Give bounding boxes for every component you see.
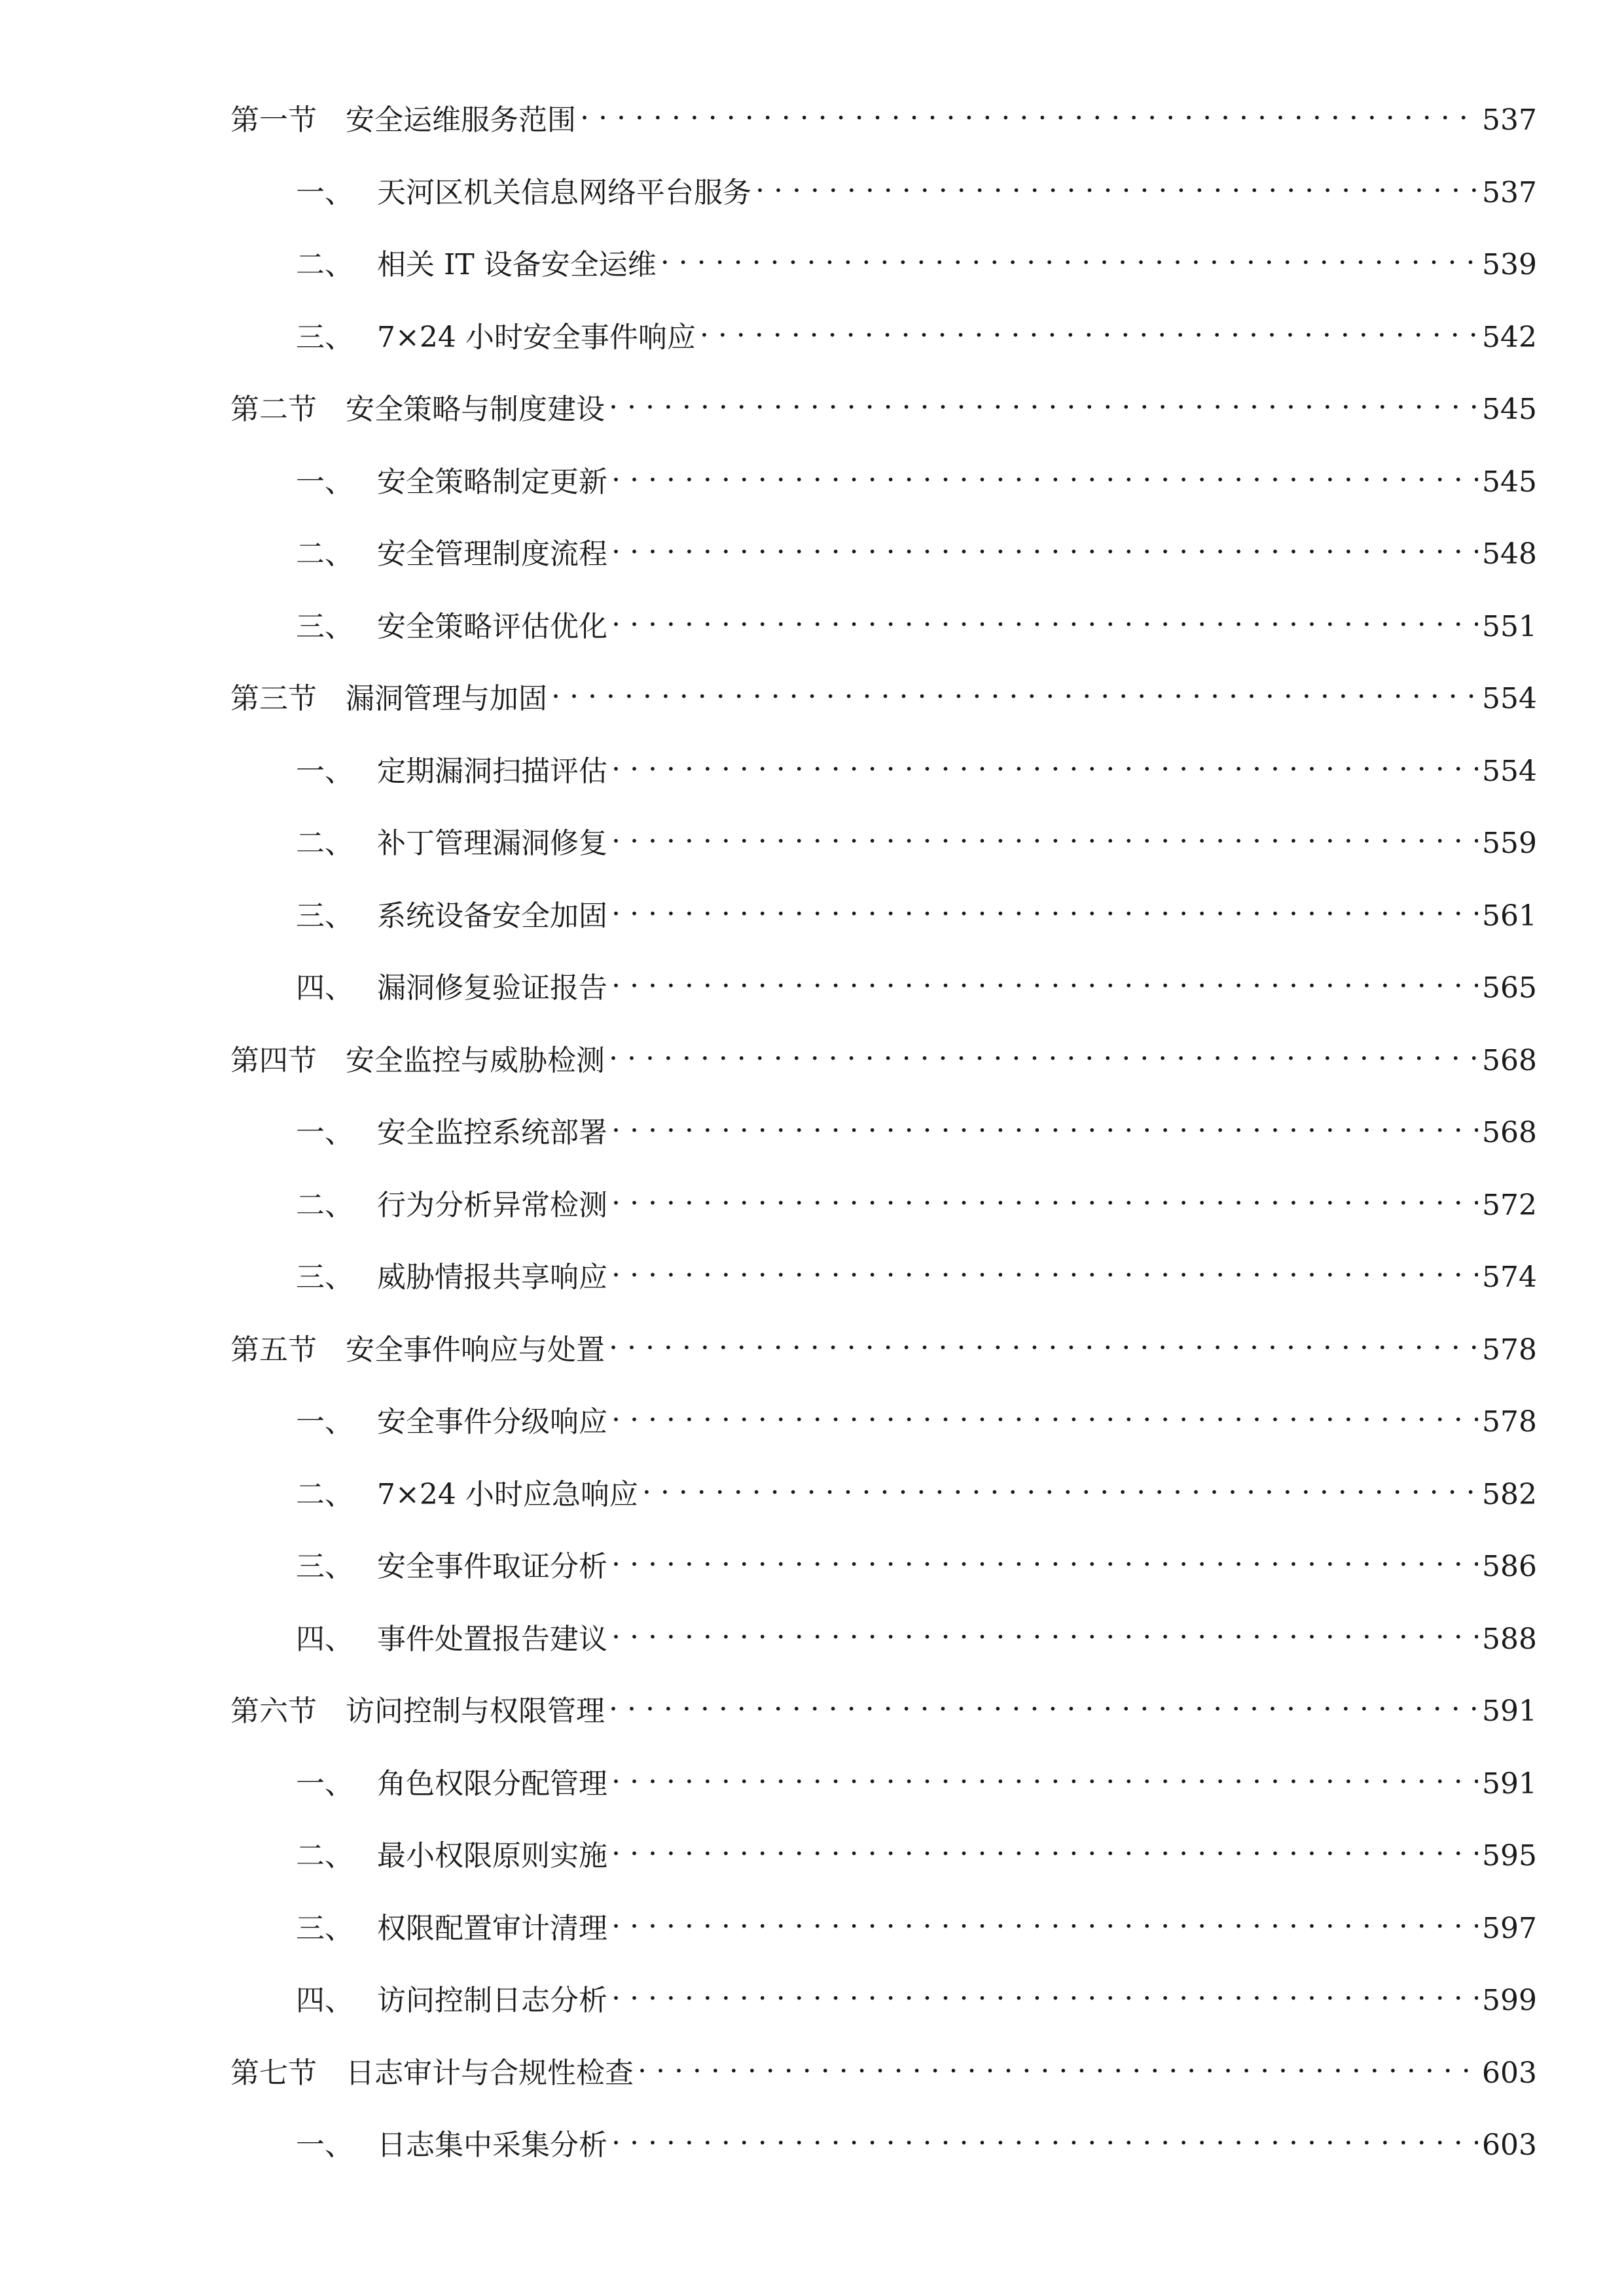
toc-entry-title: 定期漏洞扫描评估 [377, 754, 607, 788]
toc-entry-title: 安全事件取证分析 [377, 1550, 607, 1583]
toc-section-entry[interactable] [230, 2043, 1537, 2116]
toc-entry-title: 漏洞管理与加固 [346, 682, 547, 715]
toc-entry-number: 二、 [296, 1188, 353, 1222]
toc-subsection-entry[interactable] [230, 235, 1537, 308]
toc-page-number: 578 [1482, 1405, 1537, 1439]
toc-entry-title: 7×24 小时安全事件响应 [377, 320, 696, 354]
toc-entry-number: 四、 [296, 1622, 353, 1656]
toc-dot-leader [611, 1899, 1478, 1938]
toc-page-number: 603 [1482, 2128, 1537, 2162]
toc-entry-title: 漏洞修复验证报告 [377, 971, 607, 1005]
toc-dot-leader [642, 1465, 1478, 1504]
toc-dot-leader [611, 524, 1478, 564]
toc-dot-leader [580, 90, 1478, 130]
toc-page-number: 603 [1482, 2056, 1537, 2090]
toc-dot-leader [609, 1320, 1478, 1359]
toc-entry-number: 三、 [296, 1911, 353, 1945]
toc-entry-title: 安全运维服务范围 [346, 103, 576, 137]
toc-entry-number: 一、 [296, 175, 353, 209]
table-of-contents [230, 90, 1537, 2188]
toc-page-number: 574 [1482, 1261, 1537, 1294]
toc-dot-leader [755, 163, 1478, 202]
toc-dot-leader [611, 1609, 1478, 1649]
toc-entry-number: 一、 [296, 754, 353, 788]
toc-dot-leader [638, 2043, 1478, 2083]
toc-entry-number: 一、 [296, 1116, 353, 1149]
toc-entry-title: 相关 IT 设备安全运维 [377, 248, 657, 281]
toc-entry-title: 系统设备安全加固 [377, 899, 607, 933]
toc-entry-title: 访问控制与权限管理 [346, 1695, 605, 1728]
toc-entry-title: 事件处置报告建议 [377, 1622, 607, 1656]
toc-dot-leader [611, 1971, 1478, 2010]
toc-page-number: 572 [1482, 1188, 1537, 1222]
toc-entry-number: 三、 [296, 1550, 353, 1583]
toc-page-number: 595 [1482, 1839, 1537, 1873]
toc-entry-number: 第一节 [230, 103, 317, 137]
toc-subsection-entry[interactable] [230, 1537, 1537, 1609]
toc-page-number: 599 [1482, 1984, 1537, 2017]
toc-entry-title: 安全策略评估优化 [377, 609, 607, 643]
toc-entry-title: 安全策略与制度建设 [346, 393, 605, 426]
toc-entry-title: 威胁情报共享响应 [377, 1261, 607, 1294]
toc-page-number: 578 [1482, 1333, 1537, 1367]
toc-subsection-entry[interactable] [230, 1175, 1537, 1248]
toc-section-entry[interactable] [230, 1320, 1537, 1393]
toc-page-number: 542 [1482, 320, 1537, 354]
toc-page-number: 582 [1482, 1477, 1537, 1511]
toc-page-number: 591 [1482, 1767, 1537, 1801]
toc-entry-title: 行为分析异常检测 [377, 1188, 607, 1222]
toc-subsection-entry[interactable] [230, 1899, 1537, 1971]
toc-subsection-entry[interactable] [230, 163, 1537, 236]
toc-dot-leader [609, 1681, 1478, 1721]
toc-dot-leader [611, 597, 1478, 636]
toc-entry-number: 三、 [296, 1261, 353, 1294]
toc-entry-number: 一、 [296, 2128, 353, 2162]
toc-subsection-entry[interactable] [230, 308, 1537, 380]
toc-dot-leader [611, 452, 1478, 492]
toc-entry-title: 权限配置审计清理 [377, 1911, 607, 1945]
toc-entry-title: 天河区机关信息网络平台服务 [377, 175, 751, 209]
toc-section-entry[interactable] [230, 669, 1537, 742]
toc-page-number: 588 [1482, 1622, 1537, 1656]
toc-entry-title: 安全事件响应与处置 [346, 1333, 605, 1367]
toc-entry-number: 第六节 [230, 1695, 317, 1728]
toc-entry-number: 三、 [296, 320, 353, 354]
toc-entry-number: 一、 [296, 1767, 353, 1801]
toc-page-number: 537 [1482, 175, 1537, 209]
toc-page-number: 565 [1482, 971, 1537, 1005]
toc-dot-leader [611, 1392, 1478, 1431]
toc-entry-number: 二、 [296, 1477, 353, 1511]
toc-dot-leader [609, 380, 1478, 419]
toc-subsection-entry[interactable] [230, 958, 1537, 1031]
toc-page-number: 561 [1482, 899, 1537, 933]
toc-entry-number: 二、 [296, 1839, 353, 1873]
toc-subsection-entry[interactable] [230, 524, 1537, 597]
toc-subsection-entry[interactable] [230, 1103, 1537, 1175]
toc-page-number: 597 [1482, 1911, 1537, 1945]
toc-subsection-entry[interactable] [230, 1247, 1537, 1320]
toc-section-entry[interactable] [230, 1031, 1537, 1103]
toc-entry-number: 一、 [296, 465, 353, 499]
toc-entry-number: 三、 [296, 899, 353, 933]
toc-page-number: 545 [1482, 393, 1537, 426]
toc-page-number: 548 [1482, 537, 1537, 571]
toc-page-number: 591 [1482, 1695, 1537, 1728]
toc-dot-leader [611, 1247, 1478, 1287]
toc-entry-number: 一、 [296, 1405, 353, 1439]
toc-dot-leader [611, 1175, 1478, 1215]
toc-subsection-entry[interactable] [230, 1609, 1537, 1682]
toc-dot-leader [611, 1103, 1478, 1142]
toc-subsection-entry[interactable] [230, 814, 1537, 886]
toc-subsection-entry[interactable] [230, 886, 1537, 959]
toc-entry-title: 补丁管理漏洞修复 [377, 827, 607, 860]
toc-entry-title: 角色权限分配管理 [377, 1767, 607, 1801]
toc-section-entry[interactable] [230, 1681, 1537, 1754]
toc-dot-leader [660, 235, 1478, 274]
toc-dot-leader [551, 669, 1478, 708]
toc-entry-number: 二、 [296, 248, 353, 281]
toc-dot-leader [611, 2115, 1478, 2155]
toc-section-entry[interactable] [230, 380, 1537, 452]
toc-entry-number: 第七节 [230, 2056, 317, 2090]
toc-page-number: 586 [1482, 1550, 1537, 1583]
toc-entry-number: 第二节 [230, 393, 317, 426]
toc-entry-number: 第四节 [230, 1043, 317, 1077]
toc-page-number: 568 [1482, 1043, 1537, 1077]
toc-dot-leader [611, 1537, 1478, 1576]
toc-entry-title: 日志审计与合规性检查 [346, 2056, 634, 2090]
toc-entry-number: 二、 [296, 537, 353, 571]
toc-entry-title: 安全监控系统部署 [377, 1116, 607, 1149]
toc-entry-title: 日志集中采集分析 [377, 2128, 607, 2162]
toc-page-number: 539 [1482, 248, 1537, 281]
toc-subsection-entry[interactable] [230, 1465, 1537, 1537]
toc-dot-leader [611, 958, 1478, 997]
toc-entry-title: 安全管理制度流程 [377, 537, 607, 571]
toc-subsection-entry[interactable] [230, 1971, 1537, 2043]
toc-entry-title: 最小权限原则实施 [377, 1839, 607, 1873]
toc-entry-number: 第五节 [230, 1333, 317, 1367]
toc-page-number: 568 [1482, 1116, 1537, 1149]
toc-dot-leader [611, 1826, 1478, 1865]
toc-entry-title: 安全事件分级响应 [377, 1405, 607, 1439]
toc-entry-number: 第三节 [230, 682, 317, 715]
toc-entry-title: 7×24 小时应急响应 [377, 1477, 638, 1511]
toc-page-number: 551 [1482, 609, 1537, 643]
toc-dot-leader [611, 886, 1478, 925]
toc-page-number: 537 [1482, 103, 1537, 137]
toc-subsection-entry[interactable] [230, 2115, 1537, 2188]
toc-page-number: 554 [1482, 682, 1537, 715]
toc-dot-leader [611, 814, 1478, 853]
toc-subsection-entry[interactable] [230, 1826, 1537, 1899]
toc-subsection-entry[interactable] [230, 1392, 1537, 1465]
toc-entry-number: 二、 [296, 827, 353, 860]
toc-page-number: 559 [1482, 827, 1537, 860]
toc-subsection-entry[interactable] [230, 452, 1537, 525]
toc-subsection-entry[interactable] [230, 597, 1537, 670]
toc-entry-number: 四、 [296, 1984, 353, 2017]
toc-entry-title: 访问控制日志分析 [377, 1984, 607, 2017]
toc-dot-leader [611, 1754, 1478, 1793]
toc-entry-number: 三、 [296, 609, 353, 643]
toc-dot-leader [700, 308, 1478, 347]
toc-entry-title: 安全策略制定更新 [377, 465, 607, 499]
toc-page-number: 554 [1482, 754, 1537, 788]
toc-entry-number: 四、 [296, 971, 353, 1005]
toc-dot-leader [611, 742, 1478, 781]
toc-entry-title: 安全监控与威胁检测 [346, 1043, 605, 1077]
toc-subsection-entry[interactable] [230, 742, 1537, 814]
toc-subsection-entry[interactable] [230, 1754, 1537, 1827]
toc-dot-leader [609, 1031, 1478, 1070]
toc-page-number: 545 [1482, 465, 1537, 499]
toc-section-entry[interactable] [230, 90, 1537, 163]
